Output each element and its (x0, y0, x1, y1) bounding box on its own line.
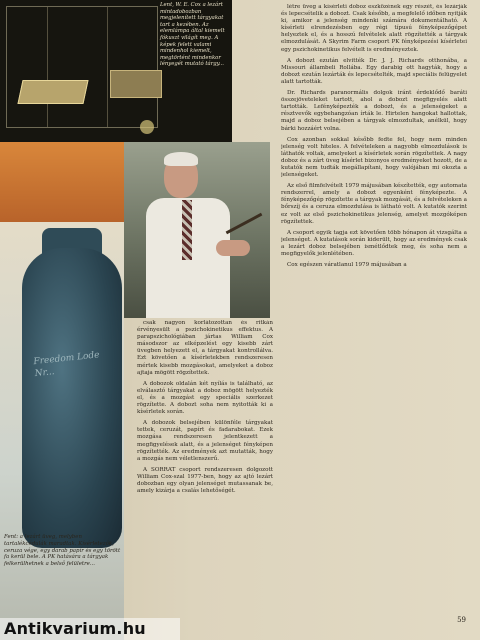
sealed-jar (22, 248, 122, 548)
paragraph: Cox egészen váratlanul 1979 májusában a (287, 262, 407, 269)
researcher-hair (164, 152, 198, 166)
paragraph: Cox azonban sokkal később fedte fel, hogy nem minden jelenség volt hiteles. A felvételeken a nagyobb elmozdulások is láthatók voltak, amelyeket a kísérletek során rögzítettek. A nagy doboz és a zárt üveg kísérlet bizonyos eredményeket hozott, de a kutatók nem tudták megállapítani, hogy valójában mi okozta a jelenségeket. (281, 136, 467, 179)
article-column-middle (137, 320, 273, 625)
researcher-tie (182, 200, 192, 260)
caption-top: Lent, W. E. Cox a lezárt mintadobozban megjelenített tárgyakat tart a kezében. Az elemlámpa által kiemelt fókuszt világít meg. A képek felett valami mindenhol kiemelt, megtörtént mindenkor lényegét mutató tárgy... (160, 2, 225, 68)
paragraph: létre üveg a kísérleti doboz eszközének egy részét, és lezárják és lepecsételik a dobozt. Csak később, a megfelelő időben nyitják ki, amikor a jelenség mindenki számára dokumentálható. A kísérleti elrendezésben egy régi típusú fényképezőgépet helyeztek el, és a hosszú felvételek alatt rögzítették a tárgyak elmozdulását. A Skyrim Farm csoport PK fényképezési kísérletei egy pszichokinetikus felvételt is eredményeztek. (281, 4, 467, 53)
paragraph: A SORRAT csoport rendszeresen dolgozott William Cox-szal 1977-ben, hogy az ajtó lezárt dobozban egy olyan jelenséget mutassanak be, amely kizárja a csalás lehetőségét. (137, 466, 273, 495)
glass-case (6, 6, 158, 128)
caption-jar: Fent: a lezárt üveg, melyben tartalékcédulák maradtak. Kísérletezők, ceruza vége, egy darab papír és egy törött fa kerül bele. A PK hatására a tárgyak felkerülhetnek a belső felületre... (4, 534, 121, 568)
researcher-hand (216, 240, 250, 256)
watermark (0, 618, 180, 640)
paragraph: A csoport egyik tagja ezt követően több hónapon át vizsgálta a jelenséget. A kutatások során kiderült, hogy az eredmények csak a lezárt doboz belsejében ismétlődtek meg, és soha nem a megfigyelők jelenlétében. (281, 229, 467, 257)
photo-box-cage (0, 0, 232, 142)
watermark-text: Antikvarium.hu (4, 619, 146, 638)
paragraph: A dobozok oldalán két nyílás is található, az elválasztó tárgyakat a doboz mögött helyezték el, és a mozgást egy speciális szerkezet rögzítette. A dobozt soha nem nyitották ki a kísérletek során. (137, 380, 273, 416)
light-spot (140, 120, 154, 134)
paragraph: Dr. Richards paranormális dolgok iránt érdeklődő baráti összejöveteleket tartott, ahol a dobozt megfigyelés alatt tartották. Lefényképezték a dobozt, és a jelenségeket a résztvevők egybehangzóan írták le. Hirtelen hangokat hallottak, majd a doboz belsejében a tárgyak elmozdultak, anélkül, hogy bárki hozzáért volna. (281, 90, 467, 132)
dowsing-rod (226, 213, 263, 234)
paragraph: A dobozok belsejében különféle tárgyakat tettek, ceruzát, papírt és fadarabokat. Ezek mozgása rendszeresen jelentkezett a megfigyelések alatt, és a jelenséget fényképen rögzítették. Az eredmények azt mutatták, hogy a mozgás nem véletlenszerű. (137, 420, 273, 462)
jar-handwriting: Freedom Lode Nr... (33, 350, 101, 380)
photo-orange-strip (0, 142, 124, 222)
article-column-right (281, 4, 467, 618)
sealed-box-object-2 (110, 70, 162, 98)
sealed-box-object (17, 80, 88, 104)
page-number: 59 (457, 616, 466, 624)
paragraph: A dobozt ezután elvitték Dr. J. J. Richards otthonába, a Missouri állambeli Rollába. Egy darabig ott hagyták, hogy a dobozt ezután lezárták és lepecsételték, majd speciális felügyelet alatt tartották. (281, 57, 467, 85)
paragraph: Az első filmfelvételt 1979 májusában készítették, egy automata rendszerrel, amely a dobozt egyenként fényképezte. A fényképezőgép rögzítette a tárgyak mozgását, és a felvételeken a bőrszíj és a ceruza elmozdulása is látható volt. A kutatók szerint ez volt az első pszichokinetikus jelenség, amelyet mozgóképen rögzítettek. (281, 183, 467, 225)
paragraph: csak nagyon korlátozottan és ritkán érvényesült a pszichokinetikus effektus. A parapszichológiában jártas William Cox másodszor az elképzelést egy kisebb zárt üvegben helyezett el, a tárgyakat kontrollálva. Ezt követően a kísérletekben rendszeresen mértek kisebb mozgásokat, amelyeket a doboz ajtaja mögött rögzítettek. (137, 320, 273, 376)
photo-researcher (124, 142, 270, 318)
photo-jar (0, 222, 124, 640)
